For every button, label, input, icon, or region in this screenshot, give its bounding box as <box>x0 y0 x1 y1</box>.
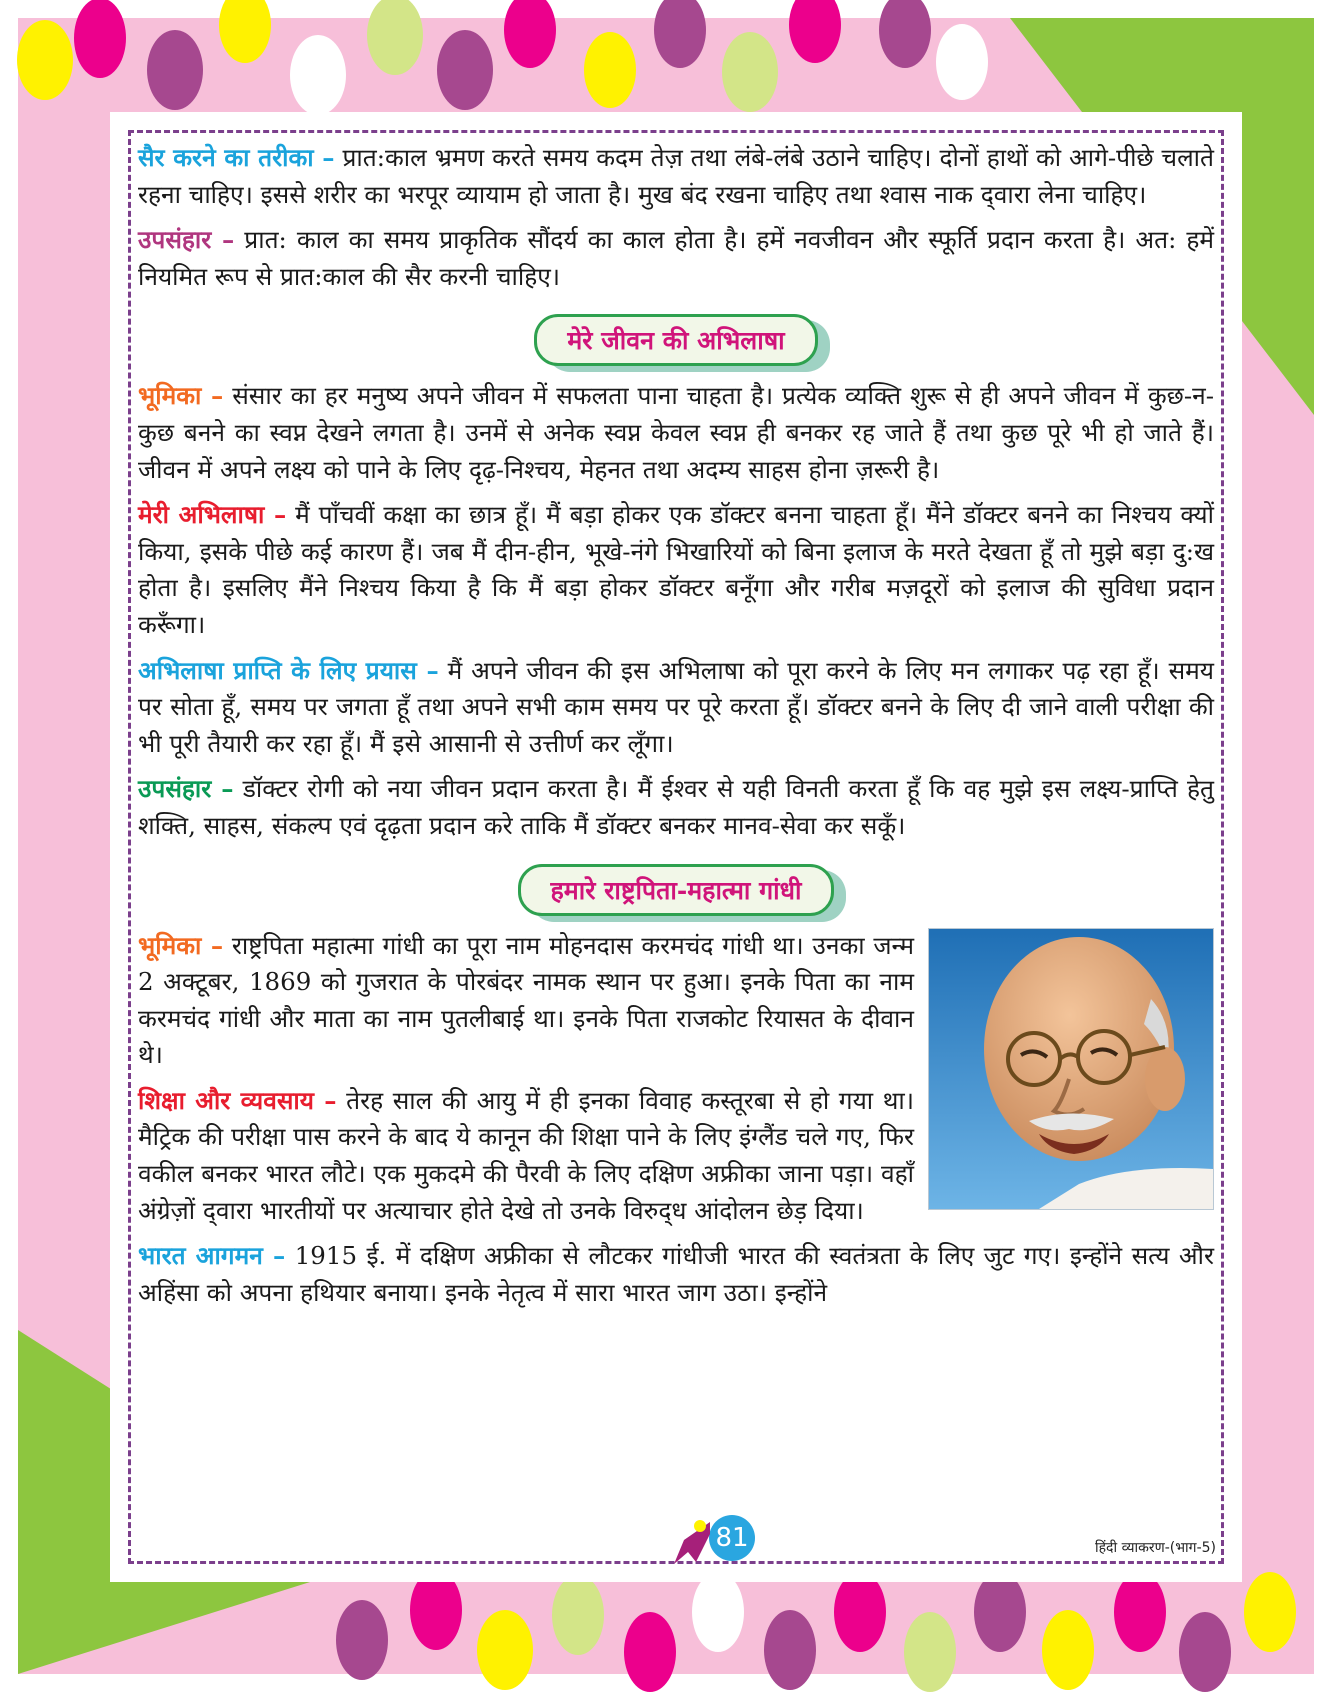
essay2-ambition-label: मेरी अभिलाषा – <box>138 500 287 530</box>
essay2-intro-text: संसार का हर मनुष्य अपने जीवन में सफलता पाना चाहता है। प्रत्येक व्यक्ति शुरू से ही अपने जीवन में कुछ-न-कुछ बनने का स्वप्न देखने लगता है। उनमें से अनेक स्वप्न केवल स्वप्न ही बनकर रह जाते हैं तथा कुछ पूरे भी हो जाते हैं। जीवन में अपने लक्ष्य को पाने के लिए दृढ़-निश्चय, मेहनत तथा अदम्य साहस होना ज़रूरी है। <box>138 381 1214 484</box>
essay2-effort-label: अभिलाषा प्राप्ति के लिए प्रयास – <box>138 655 439 685</box>
essay2-effort-paragraph <box>138 653 1214 763</box>
essay3-heading-wrap <box>138 854 1214 924</box>
essay3-education-label: शिक्षा और व्यवसाय – <box>138 1085 337 1115</box>
essay3-education-text: तेरह साल की आयु में ही इनका विवाह कस्तूरबा से हो गया था। मैट्रिक की परीक्षा पास करने के बाद ये कानून की शिक्षा पाने के लिए इंग्लैंड चले गए, फिर वकील बनकर भारत लौटे। एक मुकदमे की पैरवी के लिए दक्षिण अफ्रीका जाना पड़ा। वहाँ अंग्रेज़ों द्‌वारा भारतीयों पर अत्याचार होते देखे तो उनके विरुद्‌ध आंदोलन छेड़ दिया। <box>138 1085 915 1225</box>
content-card <box>110 112 1242 1582</box>
essay2-conclusion-label: उपसंहार – <box>138 774 234 804</box>
essay3-return-text: 1915 ई. में दक्षिण अफ्रीका से लौटकर गांधीजी भारत की स्वतंत्रता के लिए जुट गए। इन्होंने सत्य और अहिंसा को अपना हथियार बनाया। इनके नेतृत्व में सारा भारत जाग उठा। इन्होंने <box>138 1241 1214 1307</box>
essay3-intro-label: भूमिका – <box>138 930 224 960</box>
essay2-intro-label: भूमिका – <box>138 381 224 411</box>
essay3-return-paragraph <box>138 1238 1214 1311</box>
walk-conclusion-text: प्रात: काल का समय प्राकृतिक सौंदर्य का काल होता है। हमें नवजीवन और स्फूर्ति प्रदान करता है। अत: हमें नियमित रूप से प्रात:काल की सैर करनी चाहिए। <box>138 225 1215 291</box>
essay3-title: हमारे राष्ट्रपिता-महात्मा गांधी <box>518 864 835 916</box>
essay2-title: मेरे जीवन की अभिलाषा <box>534 314 817 366</box>
essay2-conclusion-paragraph <box>138 771 1214 844</box>
essay2-heading-wrap <box>138 304 1214 374</box>
walk-conclusion-paragraph <box>138 222 1214 295</box>
essay2-ambition-text: मैं पाँचवीं कक्षा का छात्र हूँ। मैं बड़ा होकर एक डॉक्टर बनना चाहता हूँ। मैंने डॉक्टर बनने का निश्चय क्यों किया, इसके पीछे कई कारण हैं। जब मैं दीन-हीन, भूखे-नंगे भिखारियों को बिना इलाज के मरते देखता हूँ तो मुझे बड़ा दु:ख होता है। इसलिए मैंने निश्चय किया है कि मैं बड़ा होकर डॉक्टर बनूँगा और गरीब मज़दूरों को इलाज की सुविधा प्रदान करूँगा। <box>138 500 1214 639</box>
page-content <box>138 140 1214 1320</box>
essay2-effort-text: मैं अपने जीवन की इस अभिलाषा को पूरा करने के लिए मन लगाकर पढ़ रहा हूँ। समय पर सोता हूँ, समय पर जगता हूँ तथा अपने सभी काम समय पर पूरे करता हूँ। डॉक्टर बनने के लिए दी जाने वाली परीक्षा की भी पूरी तैयारी कर रहा हूँ। मैं इसे आसानी से उत्तीर्ण कर लूँगा। <box>138 655 1214 758</box>
essay2-intro-paragraph <box>138 378 1214 488</box>
gandhi-portrait-illustration <box>929 929 1213 1209</box>
page-number-badge <box>708 1514 756 1562</box>
walk-method-paragraph <box>138 140 1214 213</box>
page-number: 81 <box>715 1523 749 1553</box>
gandhi-portrait <box>928 928 1214 1210</box>
walk-conclusion-label: उपसंहार – <box>138 225 235 255</box>
essay3-intro-text: राष्ट्रपिता महात्मा गांधी का पूरा नाम मोहनदास करमचंद गांधी था। उनका जन्म 2 अक्टूबर, 1869 को गुजरात के पोरबंदर नामक स्थान पर हुआ। इनके पिता का नाम करमचंद गांधी और माता का नाम पुतलीबाई था। इनके पिता राजकोट रियासत के दीवान थे। <box>138 930 914 1070</box>
book-name: हिंदी व्याकरण-(भाग-5) <box>1095 1540 1216 1556</box>
essay3-return-label: भारत आगमन – <box>138 1241 286 1271</box>
essay2-conclusion-text: डॉक्टर रोगी को नया जीवन प्रदान करता है। मैं ईश्वर से यही विनती करता हूँ कि वह मुझे इस लक्ष्य-प्राप्ति हेतु शक्ति, साहस, संकल्प एवं दृढ़ता प्रदान करे ताकि मैं डॉक्टर बनकर मानव-सेवा कर सकूँ। <box>138 774 1215 840</box>
essay2-ambition-paragraph <box>138 497 1214 643</box>
walk-method-label: सैर करने का तरीका – <box>138 143 335 172</box>
gandhi-section <box>138 928 1214 1312</box>
walk-method-text: प्रात:काल भ्रमण करते समय कदम तेज़ तथा लंबे-लंबे उठाने चाहिए। दोनों हाथों को आगे-पीछे चलाते रहना चाहिए। इससे शरीर का भरपूर व्यायाम हो जाता है। मुख बंद रखना चाहिए तथा श्वास नाक द्‌वारा लेना चाहिए। <box>138 143 1214 209</box>
